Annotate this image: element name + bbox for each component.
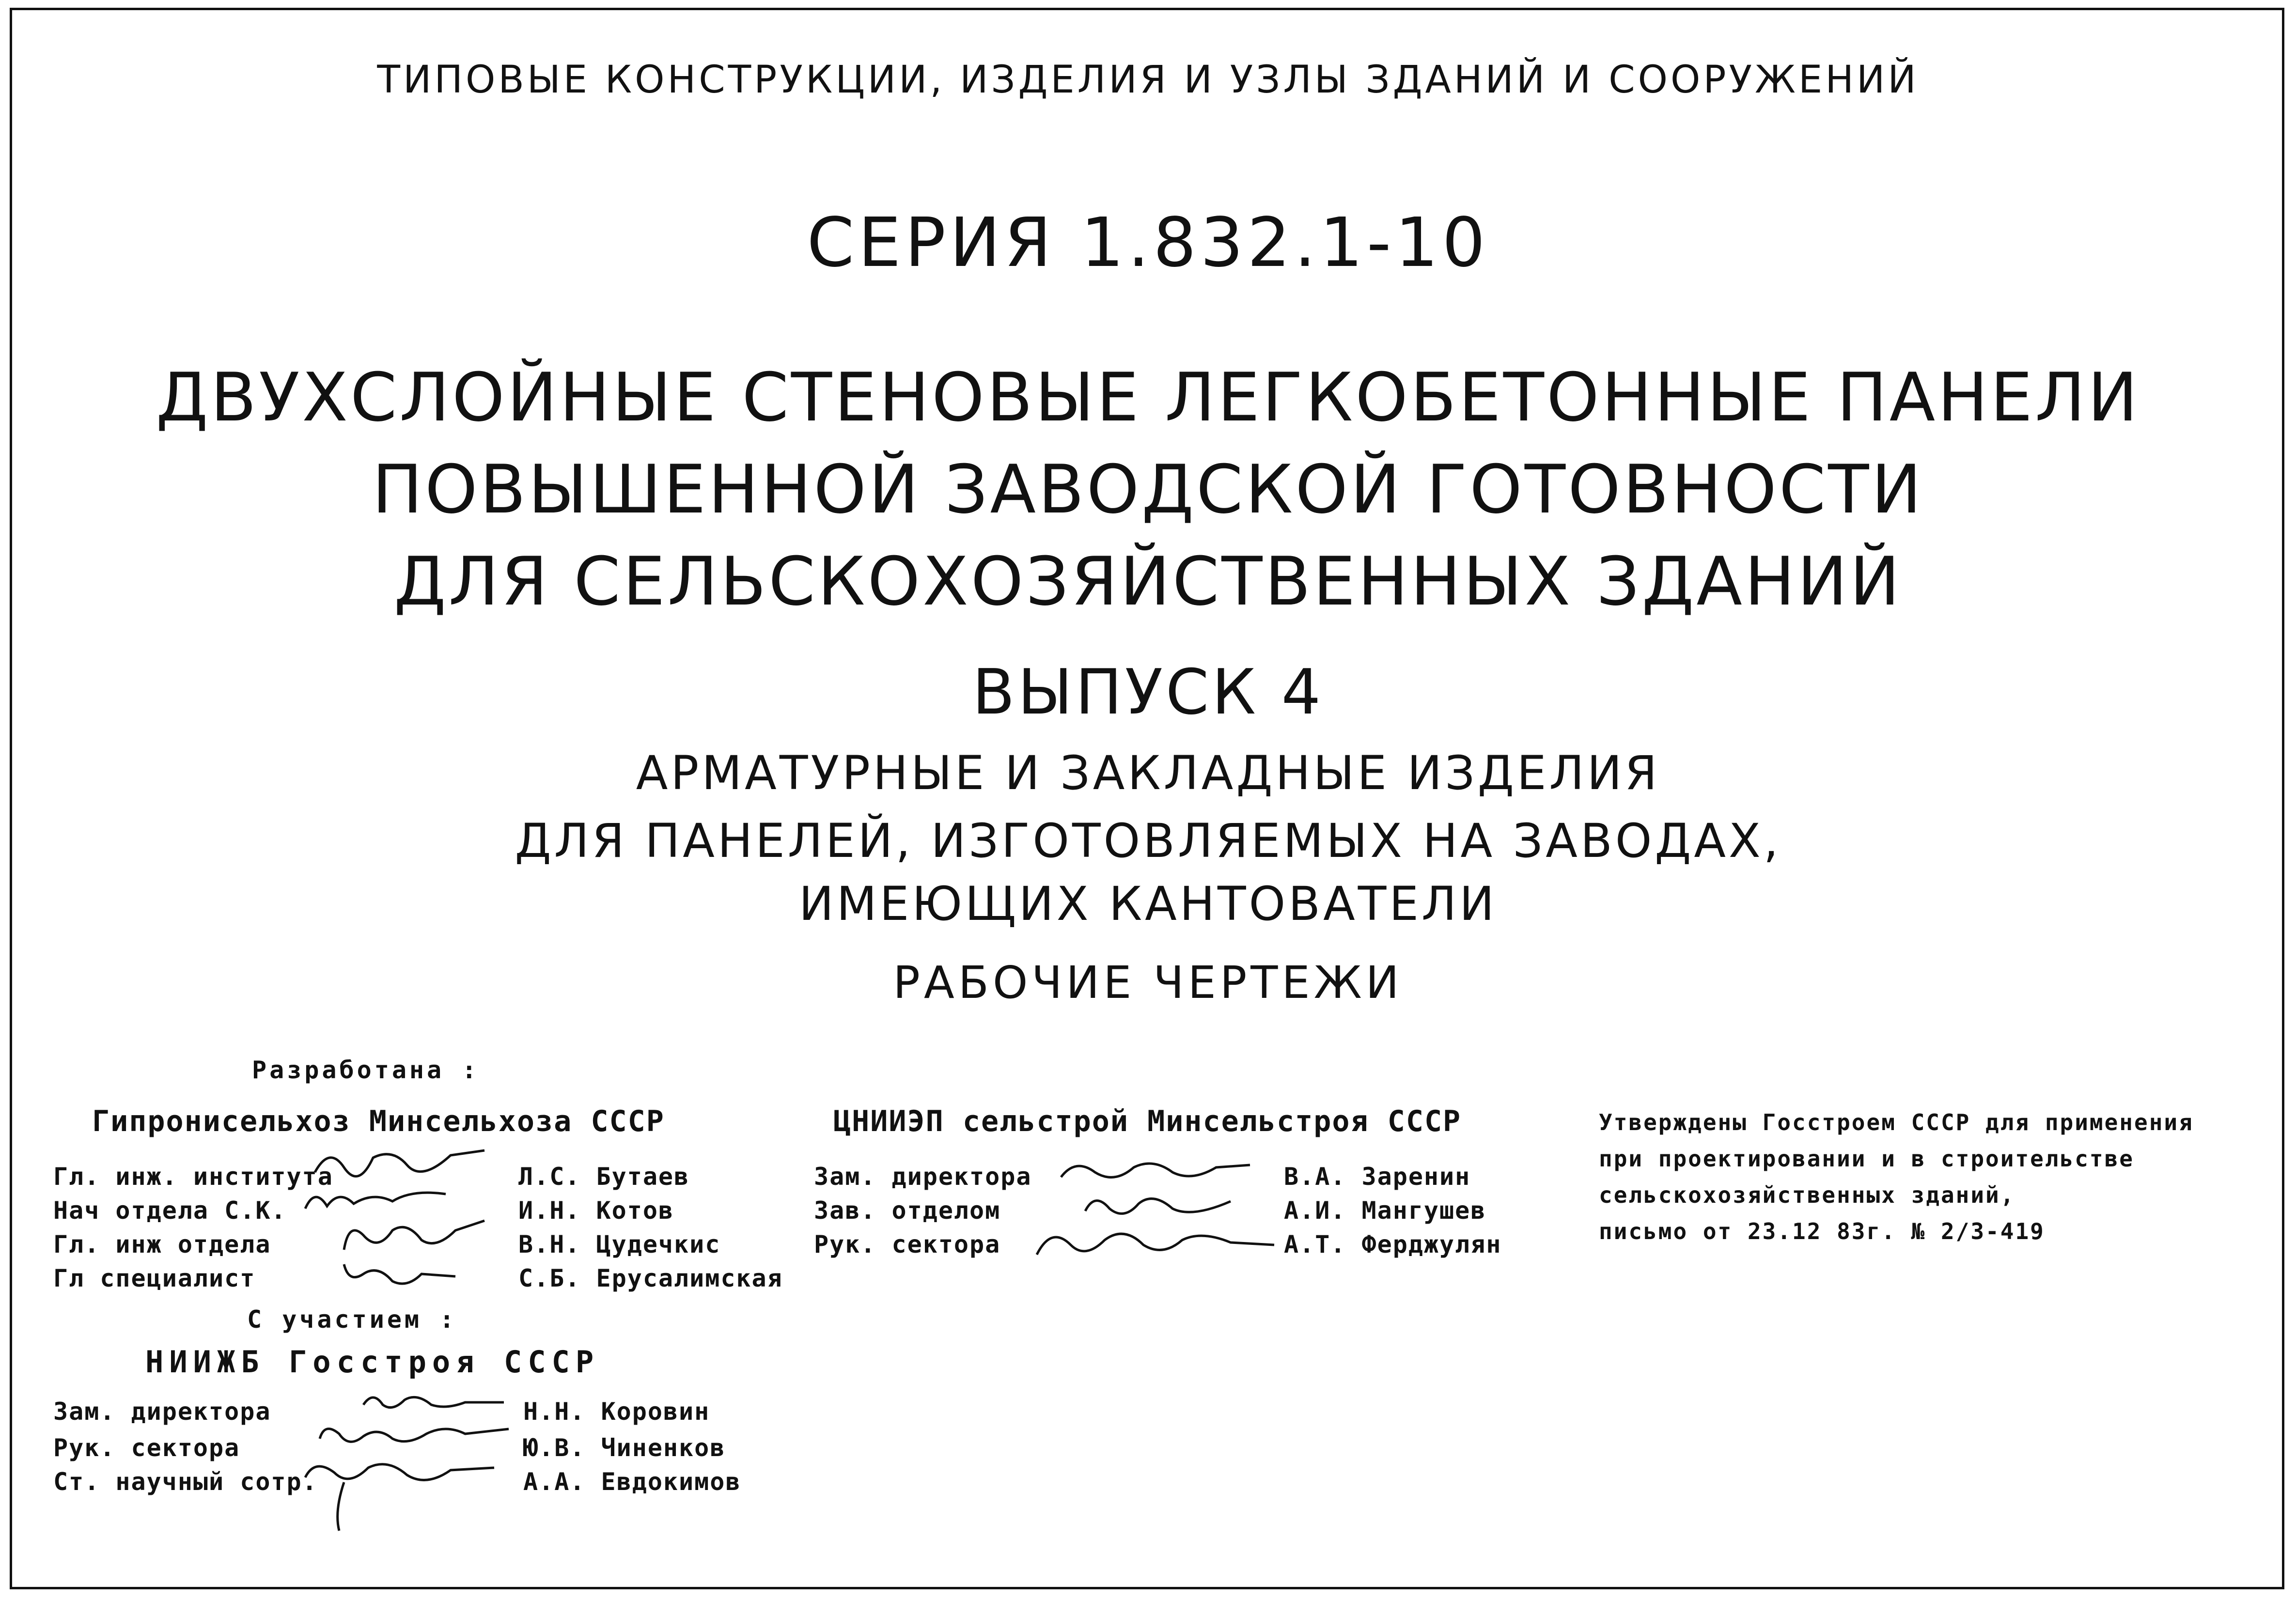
org-tsniiep-selstroy: ЦНИИЭП сельстрой Минсельстроя СССР [833, 1104, 1462, 1138]
person-name: А.И. Мангушев [1284, 1196, 1486, 1225]
signature-zarenin [1056, 1153, 1260, 1192]
org-giproniselkhoz: Гипронисельхоз Минсельхоза СССР [92, 1104, 665, 1138]
top-title: ТИПОВЫЕ КОНСТРУКЦИИ, ИЗДЕЛИЯ И УЗЛЫ ЗДАНИЙ И СООРУЖЕНИЙ [377, 58, 1919, 102]
person-name: Л.С. Бутаев [518, 1163, 690, 1191]
position-label: Рук. сектора [53, 1434, 240, 1462]
issue-label: ВЫПУСК 4 [972, 656, 1324, 729]
main-title-line-3: ДЛЯ СЕЛЬСКОХОЗЯЙСТВЕННЫХ ЗДАНИЙ [393, 543, 1903, 621]
position-label: Зам. директора [814, 1163, 1032, 1191]
position-label: Гл специалист [53, 1264, 256, 1292]
approval-line-2: при проектировании и в строительстве [1599, 1146, 2134, 1172]
position-label: Гл. инж отдела [53, 1230, 271, 1258]
position-label: Нач отдела С.К. [53, 1196, 287, 1225]
person-name: А.Т. Ферджулян [1284, 1230, 1502, 1258]
signature-korovin [359, 1385, 514, 1419]
person-name: В.Н. Цудечкис [518, 1230, 721, 1258]
signature-butaev [310, 1143, 494, 1182]
position-label: Гл. инж. института [53, 1163, 333, 1191]
person-name: Н.Н. Коровин [523, 1397, 710, 1426]
position-label: Зам. директора [53, 1397, 271, 1426]
org-niizhb: НИИЖБ Госстроя СССР [145, 1344, 600, 1380]
position-label: Зав. отделом [814, 1196, 1001, 1225]
issue-subtitle-line-3: ИМЕЮЩИХ КАНТОВАТЕЛИ [798, 877, 1498, 931]
person-name: С.Б. Ерусалимская [518, 1264, 783, 1292]
approval-line-1: Утверждены Госстроем СССР для применения [1599, 1109, 2194, 1135]
developed-heading: Разработана : [252, 1056, 480, 1084]
approval-line-4: письмо от 23.12 83г. № 2/3-419 [1599, 1218, 2045, 1244]
approval-note [1599, 1104, 2277, 1250]
main-title-line-1: ДВУХСЛОЙНЫЕ СТЕНОВЫЕ ЛЕГКОБЕТОННЫЕ ПАНЕЛИ [156, 358, 2140, 436]
person-name: В.А. Заренин [1284, 1163, 1471, 1191]
signature-kotov [300, 1182, 455, 1221]
position-label: Рук. сектора [814, 1230, 1001, 1258]
signature-ferdzhulyan [1027, 1216, 1279, 1264]
position-label: Ст. научный сотр. [53, 1468, 318, 1496]
person-name: А.А. Евдокимов [523, 1468, 741, 1496]
signature-tsudechkis [334, 1216, 494, 1259]
signature-erusalimskaya [339, 1255, 465, 1293]
signature-chinenkov [310, 1419, 514, 1458]
signature-evdokimov [296, 1453, 499, 1536]
issue-subtitle-line-1: АРМАТУРНЫЕ И ЗАКЛАДНЫЕ ИЗДЕЛИЯ [636, 746, 1660, 800]
working-drawings-label: РАБОЧИЕ ЧЕРТЕЖИ [893, 957, 1403, 1009]
with-participation-heading: С участием : [247, 1305, 457, 1334]
series-number: СЕРИЯ 1.832.1-10 [807, 203, 1489, 282]
main-title-line-2: ПОВЫШЕННОЙ ЗАВОДСКОЙ ГОТОВНОСТИ [372, 450, 1924, 528]
issue-subtitle-line-2: ДЛЯ ПАНЕЛЕЙ, ИЗГОТОВЛЯЕМЫХ НА ЗАВОДАХ, [515, 814, 1781, 868]
approval-line-3: сельскохозяйственных зданий, [1599, 1182, 2015, 1208]
person-name: И.Н. Котов [518, 1196, 674, 1225]
person-name: Ю.В. Чиненков [523, 1434, 726, 1462]
